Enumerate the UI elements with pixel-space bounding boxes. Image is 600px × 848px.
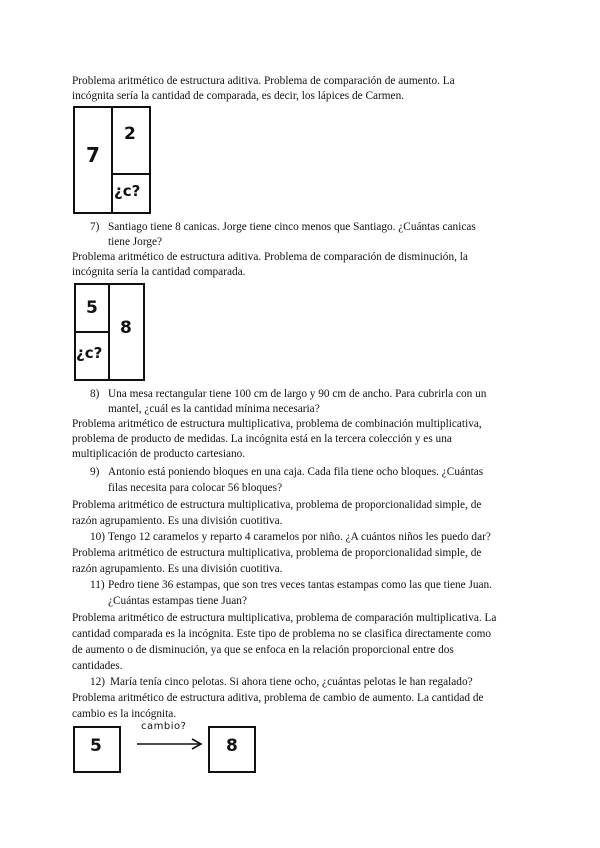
- diagram2-hdivider: [75, 331, 109, 333]
- q12-line-1: María tenía cinco pelotas. Si ahora tiene ocho, ¿cuántas pelotas le han regalado?: [110, 676, 473, 688]
- q8-line-2: mantel, ¿cuál es la cantidad mínima necesaria?: [108, 403, 320, 415]
- diagram3-end-value: 8: [226, 736, 238, 756]
- diagram1-divider: [111, 107, 113, 213]
- diagram3-start-value: 5: [90, 736, 102, 756]
- a12-line-1: Problema aritmético de estructura aditiva, problema de cambio de aumento. La cantidad de: [72, 692, 484, 704]
- diagram1-top-right-value: 2: [124, 124, 136, 144]
- a11-line-1: Problema aritmético de estructura multiplicativa, problema de comparación multiplicativa. La: [72, 612, 497, 624]
- q8-number: 8): [90, 388, 100, 400]
- q11-line-2: ¿Cuántas estampas tiene Juan?: [108, 595, 247, 607]
- q7-line-1: Santiago tiene 8 canicas. Jorge tiene cinco menos que Santiago. ¿Cuántas canicas: [108, 221, 476, 233]
- q7-number: 7): [90, 221, 100, 233]
- q7-line-2: tiene Jorge?: [108, 236, 163, 248]
- a10-line-1: Problema aritmético de estructura multiplicativa, problema de proporcionalidad simple, de: [72, 547, 482, 559]
- a11-line-4: cantidades.: [72, 660, 123, 672]
- a11-line-3: de aumento o de disminución, ya que se enfoca en la relación proporcional entre dos: [72, 644, 454, 656]
- q11-number: 11): [90, 579, 105, 591]
- diagram1-hdivider: [112, 173, 150, 175]
- a7-line-2: incógnita sería la cantidad comparada.: [72, 266, 246, 278]
- a11-line-2: cantidad comparada es la incógnita. Este tipo de problema no se clasifica directamente como: [72, 628, 492, 640]
- diagram2-right-value: 8: [120, 318, 132, 338]
- q10-line-1: Tengo 12 caramelos y reparto 4 caramelos por niño. ¿A cuántos niños les puedo dar?: [108, 531, 491, 543]
- a9-line-1: Problema aritmético de estructura multiplicativa, problema de proporcionalidad simple, de: [72, 499, 482, 511]
- q8-line-1: Una mesa rectangular tiene 100 cm de largo y 90 cm de ancho. Para cubrirla con un: [108, 388, 487, 400]
- diagram2-unknown: ¿c?: [76, 344, 103, 362]
- a8-line-2: problema de producto de medidas. La incógnita está en la tercera colección y es una: [72, 433, 452, 445]
- diagram3-arrow-label: cambio?: [141, 721, 187, 732]
- a8-line-1: Problema aritmético de estructura multiplicativa, problema de combinación multiplicativa,: [72, 418, 482, 430]
- q10-number: 10): [90, 531, 106, 543]
- a9-line-2: razón agrupamiento. Es una división cuotitiva.: [72, 515, 283, 527]
- intro-line-2: incógnita sería la cantidad de comparada, es decir, los lápices de Carmen.: [72, 90, 405, 102]
- q12-number: 12): [90, 676, 106, 688]
- intro-line-1: Problema aritmético de estructura aditiva. Problema de comparación de aumento. La: [72, 75, 455, 87]
- diagram1-left-value: 7: [86, 143, 100, 167]
- diagram1-unknown: ¿c?: [114, 182, 141, 200]
- q11-line-1: Pedro tiene 36 estampas, que son tres veces tantas estampas como las que tiene Juan.: [108, 579, 492, 591]
- q9-line-1: Antonio está poniendo bloques en una caja. Cada fila tiene ocho bloques. ¿Cuántas: [108, 466, 484, 478]
- arrow-right-icon: [135, 738, 205, 750]
- a10-line-2: razón agrupamiento. Es una división cuotitiva.: [72, 563, 283, 575]
- a12-line-2: cambio es la incógnita.: [72, 708, 177, 720]
- diagram2-top-left-value: 5: [86, 298, 98, 318]
- a8-line-3: multiplicación de producto cartesiano.: [72, 448, 246, 460]
- a7-line-1: Problema aritmético de estructura aditiva. Problema de comparación de disminución, la: [72, 251, 468, 263]
- q9-line-2: filas necesita para colocar 56 bloques?: [108, 482, 283, 494]
- q9-number: 9): [90, 466, 100, 478]
